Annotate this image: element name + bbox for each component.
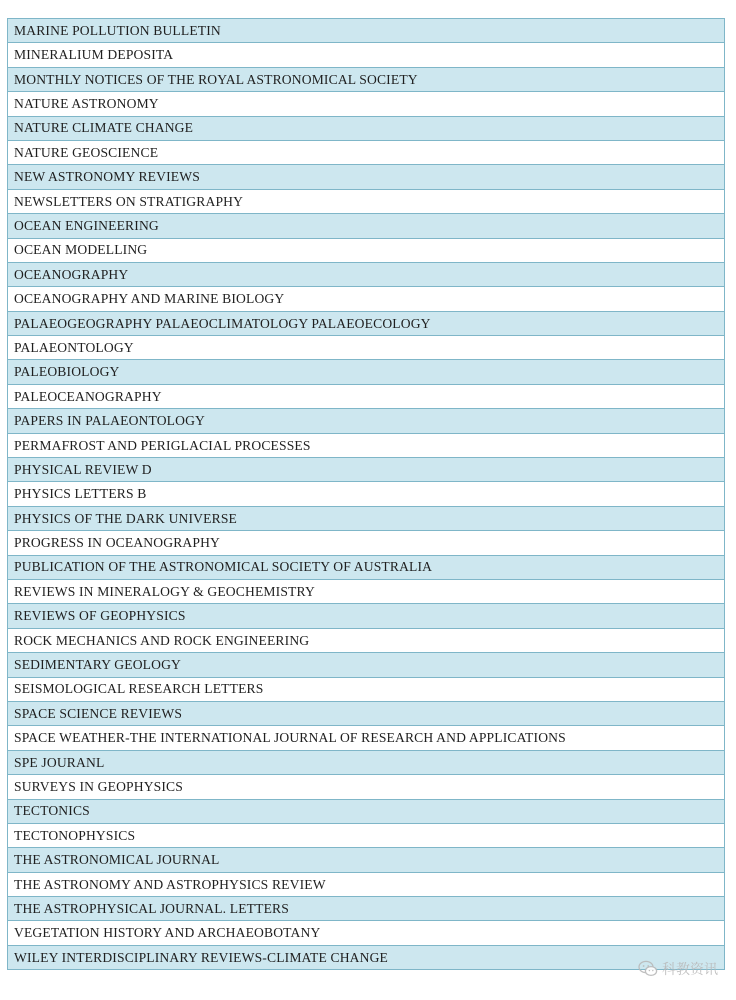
table-row bbox=[8, 384, 725, 408]
table-row bbox=[8, 531, 725, 555]
table-row bbox=[8, 555, 725, 579]
table-row bbox=[8, 140, 725, 164]
table-row bbox=[8, 775, 725, 799]
journal-name-cell: SPE JOURANL bbox=[8, 750, 725, 774]
table-row bbox=[8, 628, 725, 652]
journal-name-cell: OCEAN MODELLING bbox=[8, 238, 725, 262]
journal-name-cell: SPACE SCIENCE REVIEWS bbox=[8, 701, 725, 725]
table-row bbox=[8, 238, 725, 262]
journal-name-cell: REVIEWS OF GEOPHYSICS bbox=[8, 604, 725, 628]
table-row bbox=[8, 92, 725, 116]
table-row bbox=[8, 506, 725, 530]
journal-name-cell: MINERALIUM DEPOSITA bbox=[8, 43, 725, 67]
table-row bbox=[8, 945, 725, 969]
table-row bbox=[8, 823, 725, 847]
journal-name-cell: SEDIMENTARY GEOLOGY bbox=[8, 653, 725, 677]
journal-name-cell: NEWSLETTERS ON STRATIGRAPHY bbox=[8, 189, 725, 213]
journal-name-cell: OCEANOGRAPHY bbox=[8, 262, 725, 286]
table-row bbox=[8, 921, 725, 945]
journal-name-cell: PALEOCEANOGRAPHY bbox=[8, 384, 725, 408]
journal-name-cell: PHYSICAL REVIEW D bbox=[8, 458, 725, 482]
journal-name-cell: PHYSICS OF THE DARK UNIVERSE bbox=[8, 506, 725, 530]
table-row bbox=[8, 653, 725, 677]
table-row bbox=[8, 604, 725, 628]
journal-name-cell: SEISMOLOGICAL RESEARCH LETTERS bbox=[8, 677, 725, 701]
watermark-text: 科教资讯 bbox=[662, 962, 718, 978]
table-row bbox=[8, 360, 725, 384]
journal-name-cell: SPACE WEATHER-THE INTERNATIONAL JOURNAL OF RESEARCH AND APPLICATIONS bbox=[8, 726, 725, 750]
table-row bbox=[8, 726, 725, 750]
table-row bbox=[8, 897, 725, 921]
journal-name-cell: PROGRESS IN OCEANOGRAPHY bbox=[8, 531, 725, 555]
journal-name-cell: ROCK MECHANICS AND ROCK ENGINEERING bbox=[8, 628, 725, 652]
journal-name-cell: THE ASTRONOMICAL JOURNAL bbox=[8, 848, 725, 872]
table-row bbox=[8, 848, 725, 872]
table-row bbox=[8, 214, 725, 238]
journal-table-container bbox=[7, 18, 725, 970]
journal-name-cell: OCEANOGRAPHY AND MARINE BIOLOGY bbox=[8, 287, 725, 311]
journal-name-cell: NATURE ASTRONOMY bbox=[8, 92, 725, 116]
table-row bbox=[8, 262, 725, 286]
journal-name-cell: PHYSICS LETTERS B bbox=[8, 482, 725, 506]
table-row bbox=[8, 872, 725, 896]
journal-name-cell: PUBLICATION OF THE ASTRONOMICAL SOCIETY OF AUSTRALIA bbox=[8, 555, 725, 579]
journal-name-cell: SURVEYS IN GEOPHYSICS bbox=[8, 775, 725, 799]
journal-name-cell: NATURE GEOSCIENCE bbox=[8, 140, 725, 164]
journal-name-cell: TECTONOPHYSICS bbox=[8, 823, 725, 847]
journal-name-cell: WILEY INTERDISCIPLINARY REVIEWS-CLIMATE CHANGE bbox=[8, 945, 725, 969]
table-row bbox=[8, 677, 725, 701]
table-row bbox=[8, 189, 725, 213]
journal-name-cell: THE ASTROPHYSICAL JOURNAL. LETTERS bbox=[8, 897, 725, 921]
table-row bbox=[8, 67, 725, 91]
journal-name-cell: MONTHLY NOTICES OF THE ROYAL ASTRONOMICAL SOCIETY bbox=[8, 67, 725, 91]
table-row bbox=[8, 701, 725, 725]
table-row bbox=[8, 165, 725, 189]
journal-name-cell: NEW ASTRONOMY REVIEWS bbox=[8, 165, 725, 189]
journal-name-cell: OCEAN ENGINEERING bbox=[8, 214, 725, 238]
table-row bbox=[8, 311, 725, 335]
journal-name-cell: THE ASTRONOMY AND ASTROPHYSICS REVIEW bbox=[8, 872, 725, 896]
table-row bbox=[8, 336, 725, 360]
table-row bbox=[8, 579, 725, 603]
journal-table-body bbox=[8, 19, 725, 970]
journal-name-cell: PALAEONTOLOGY bbox=[8, 336, 725, 360]
table-row bbox=[8, 458, 725, 482]
table-row bbox=[8, 750, 725, 774]
journal-name-cell: MARINE POLLUTION BULLETIN bbox=[8, 19, 725, 43]
table-row bbox=[8, 43, 725, 67]
table-row bbox=[8, 482, 725, 506]
journal-name-cell: VEGETATION HISTORY AND ARCHAEOBOTANY bbox=[8, 921, 725, 945]
table-row bbox=[8, 433, 725, 457]
journal-name-cell: PALEOBIOLOGY bbox=[8, 360, 725, 384]
journal-name-cell: PERMAFROST AND PERIGLACIAL PROCESSES bbox=[8, 433, 725, 457]
table-row bbox=[8, 799, 725, 823]
journal-name-cell: PAPERS IN PALAEONTOLOGY bbox=[8, 409, 725, 433]
table-row bbox=[8, 409, 725, 433]
journal-table bbox=[7, 18, 725, 970]
journal-name-cell: NATURE CLIMATE CHANGE bbox=[8, 116, 725, 140]
table-row bbox=[8, 19, 725, 43]
journal-name-cell: TECTONICS bbox=[8, 799, 725, 823]
journal-name-cell: PALAEOGEOGRAPHY PALAEOCLIMATOLOGY PALAEOECOLOGY bbox=[8, 311, 725, 335]
journal-name-cell: REVIEWS IN MINERALOGY & GEOCHEMISTRY bbox=[8, 579, 725, 603]
table-row bbox=[8, 116, 725, 140]
table-row bbox=[8, 287, 725, 311]
